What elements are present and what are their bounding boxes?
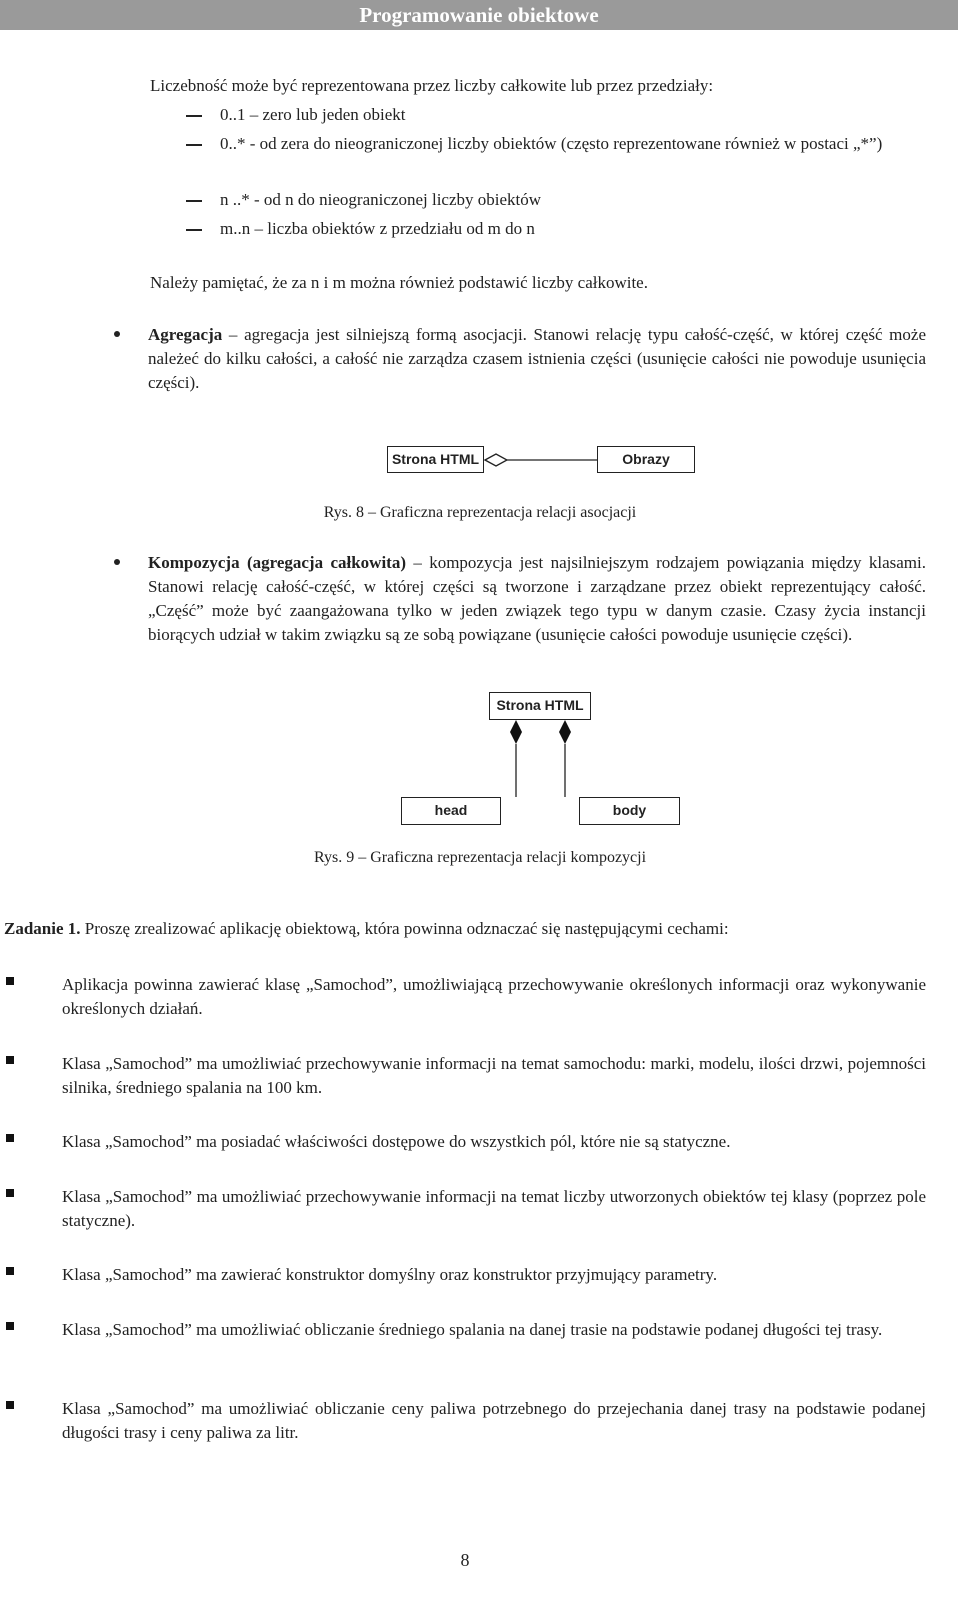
dash-bullet [186,229,202,231]
dash-bullet [186,144,202,146]
requirement-item: Klasa „Samochod” ma umożliwiać obliczanie ceny paliwa potrzebnego do przejechania danej trasy na podstawie podanej długości trasy i ceny paliwa za litr. [62,1399,926,1442]
requirement-item: Aplikacja powinna zawierać klasę „Samochod”, umożliwiającą przechowywanie określonych informacji oraz wykonywanie określonych działań. [62,975,926,1018]
filled-diamond-icon [559,720,571,744]
multiplicity-item: m..n – liczba obiektów z przedziału od m do n [220,219,535,238]
filled-diamond-icon [510,720,522,744]
dash-bullet [186,200,202,202]
aggregation-paragraph [148,323,926,395]
task-text: Proszę zrealizować aplikację obiektową, która powinna odznaczać się następującymi cechami: [80,919,729,938]
uml-class-head: head [401,797,501,825]
square-bullet [6,1134,14,1142]
multiplicity-item: 0..* - od zera do nieograniczonej liczby obiektów (często reprezentowane również w postaci „*”) [220,134,883,153]
page-number: 8 [460,1550,470,1570]
composition-term: Kompozycja (agregacja całkowita) [148,553,406,572]
uml-class-body: body [579,797,680,825]
requirement-item: Klasa „Samochod” ma umożliwiać przechowywanie informacji na temat samochodu: marki, modelu, ilości drzwi, pojemności silnika, średniego spalania na 100 km. [62,1054,926,1097]
composition-connectors [500,720,580,800]
aggregation-text: – agregacja jest silniejszą formą asocjacji. Stanowi relację typu całość-część, w której część może należeć do kilku całości, a całość nie zarządza czasem istnienia części (usunięcie całości nie powoduje usunięcia części). [148,325,926,392]
square-bullet [6,977,14,985]
figure-8-caption: Rys. 8 – Graficzna reprezentacja relacji asocjacji [323,504,637,521]
square-bullet [6,1401,14,1409]
requirement-item: Klasa „Samochod” ma zawierać konstruktor domyślny oraz konstruktor przyjmujący parametry. [62,1265,718,1284]
square-bullet [6,1322,14,1330]
uml-class-strona-html: Strona HTML [387,446,484,473]
uml-class-obrazy: Obrazy [597,446,695,473]
task-heading [4,917,929,941]
multiplicity-item: n ..* - od n do nieograniczonej liczby obiektów [220,190,542,209]
square-bullet [6,1056,14,1064]
task-label: Zadanie 1. [4,919,81,938]
intro-text: Liczebność może być reprezentowana przez liczby całkowite lub przez przedziały: [150,76,714,95]
composition-text: – kompozycja jest najsilniejszym rodzajem powiązania między klasami. Stanowi relację całość-część, w której części są tworzone i zarządzane przez obiekt reprezentujący całość. „Część” może być zaangażowana tylko w jeden związek tego typu w danym czasie. Czasy życia instancji biorących udział w takim związku są ze sobą powiązane (usunięcie całości powoduje usunięcie części). [148,553,926,644]
composition-paragraph [148,551,926,647]
hollow-diamond-icon [485,454,507,466]
figure-9-caption: Rys. 9 – Graficzna reprezentacja relacji kompozycji [313,849,647,866]
square-bullet [6,1189,14,1197]
square-bullet [6,1267,14,1275]
requirement-item: Klasa „Samochod” ma umożliwiać obliczanie średniego spalania na danej trasie na podstawie podanej długości tej trasy. [62,1320,883,1339]
uml-class-strona-html-composite: Strona HTML [489,692,591,720]
page-header: Programowanie obiektowe [0,0,958,30]
aggregation-connector [484,450,598,470]
requirement-item: Klasa „Samochod” ma posiadać właściwości dostępowe do wszystkich pól, które nie są statyczne. [62,1132,731,1151]
dash-bullet [186,115,202,117]
bullet-dot [114,331,120,337]
requirement-item: Klasa „Samochod” ma umożliwiać przechowywanie informacji na temat liczby utworzonych obiektów tej klasy (poprzez pole statyczne). [62,1187,926,1230]
note-text: Należy pamiętać, że za n i m można również podstawić liczby całkowite. [150,273,648,292]
bullet-dot [114,559,120,565]
aggregation-term: Agregacja [148,325,223,344]
multiplicity-item: 0..1 – zero lub jeden obiekt [220,105,406,124]
